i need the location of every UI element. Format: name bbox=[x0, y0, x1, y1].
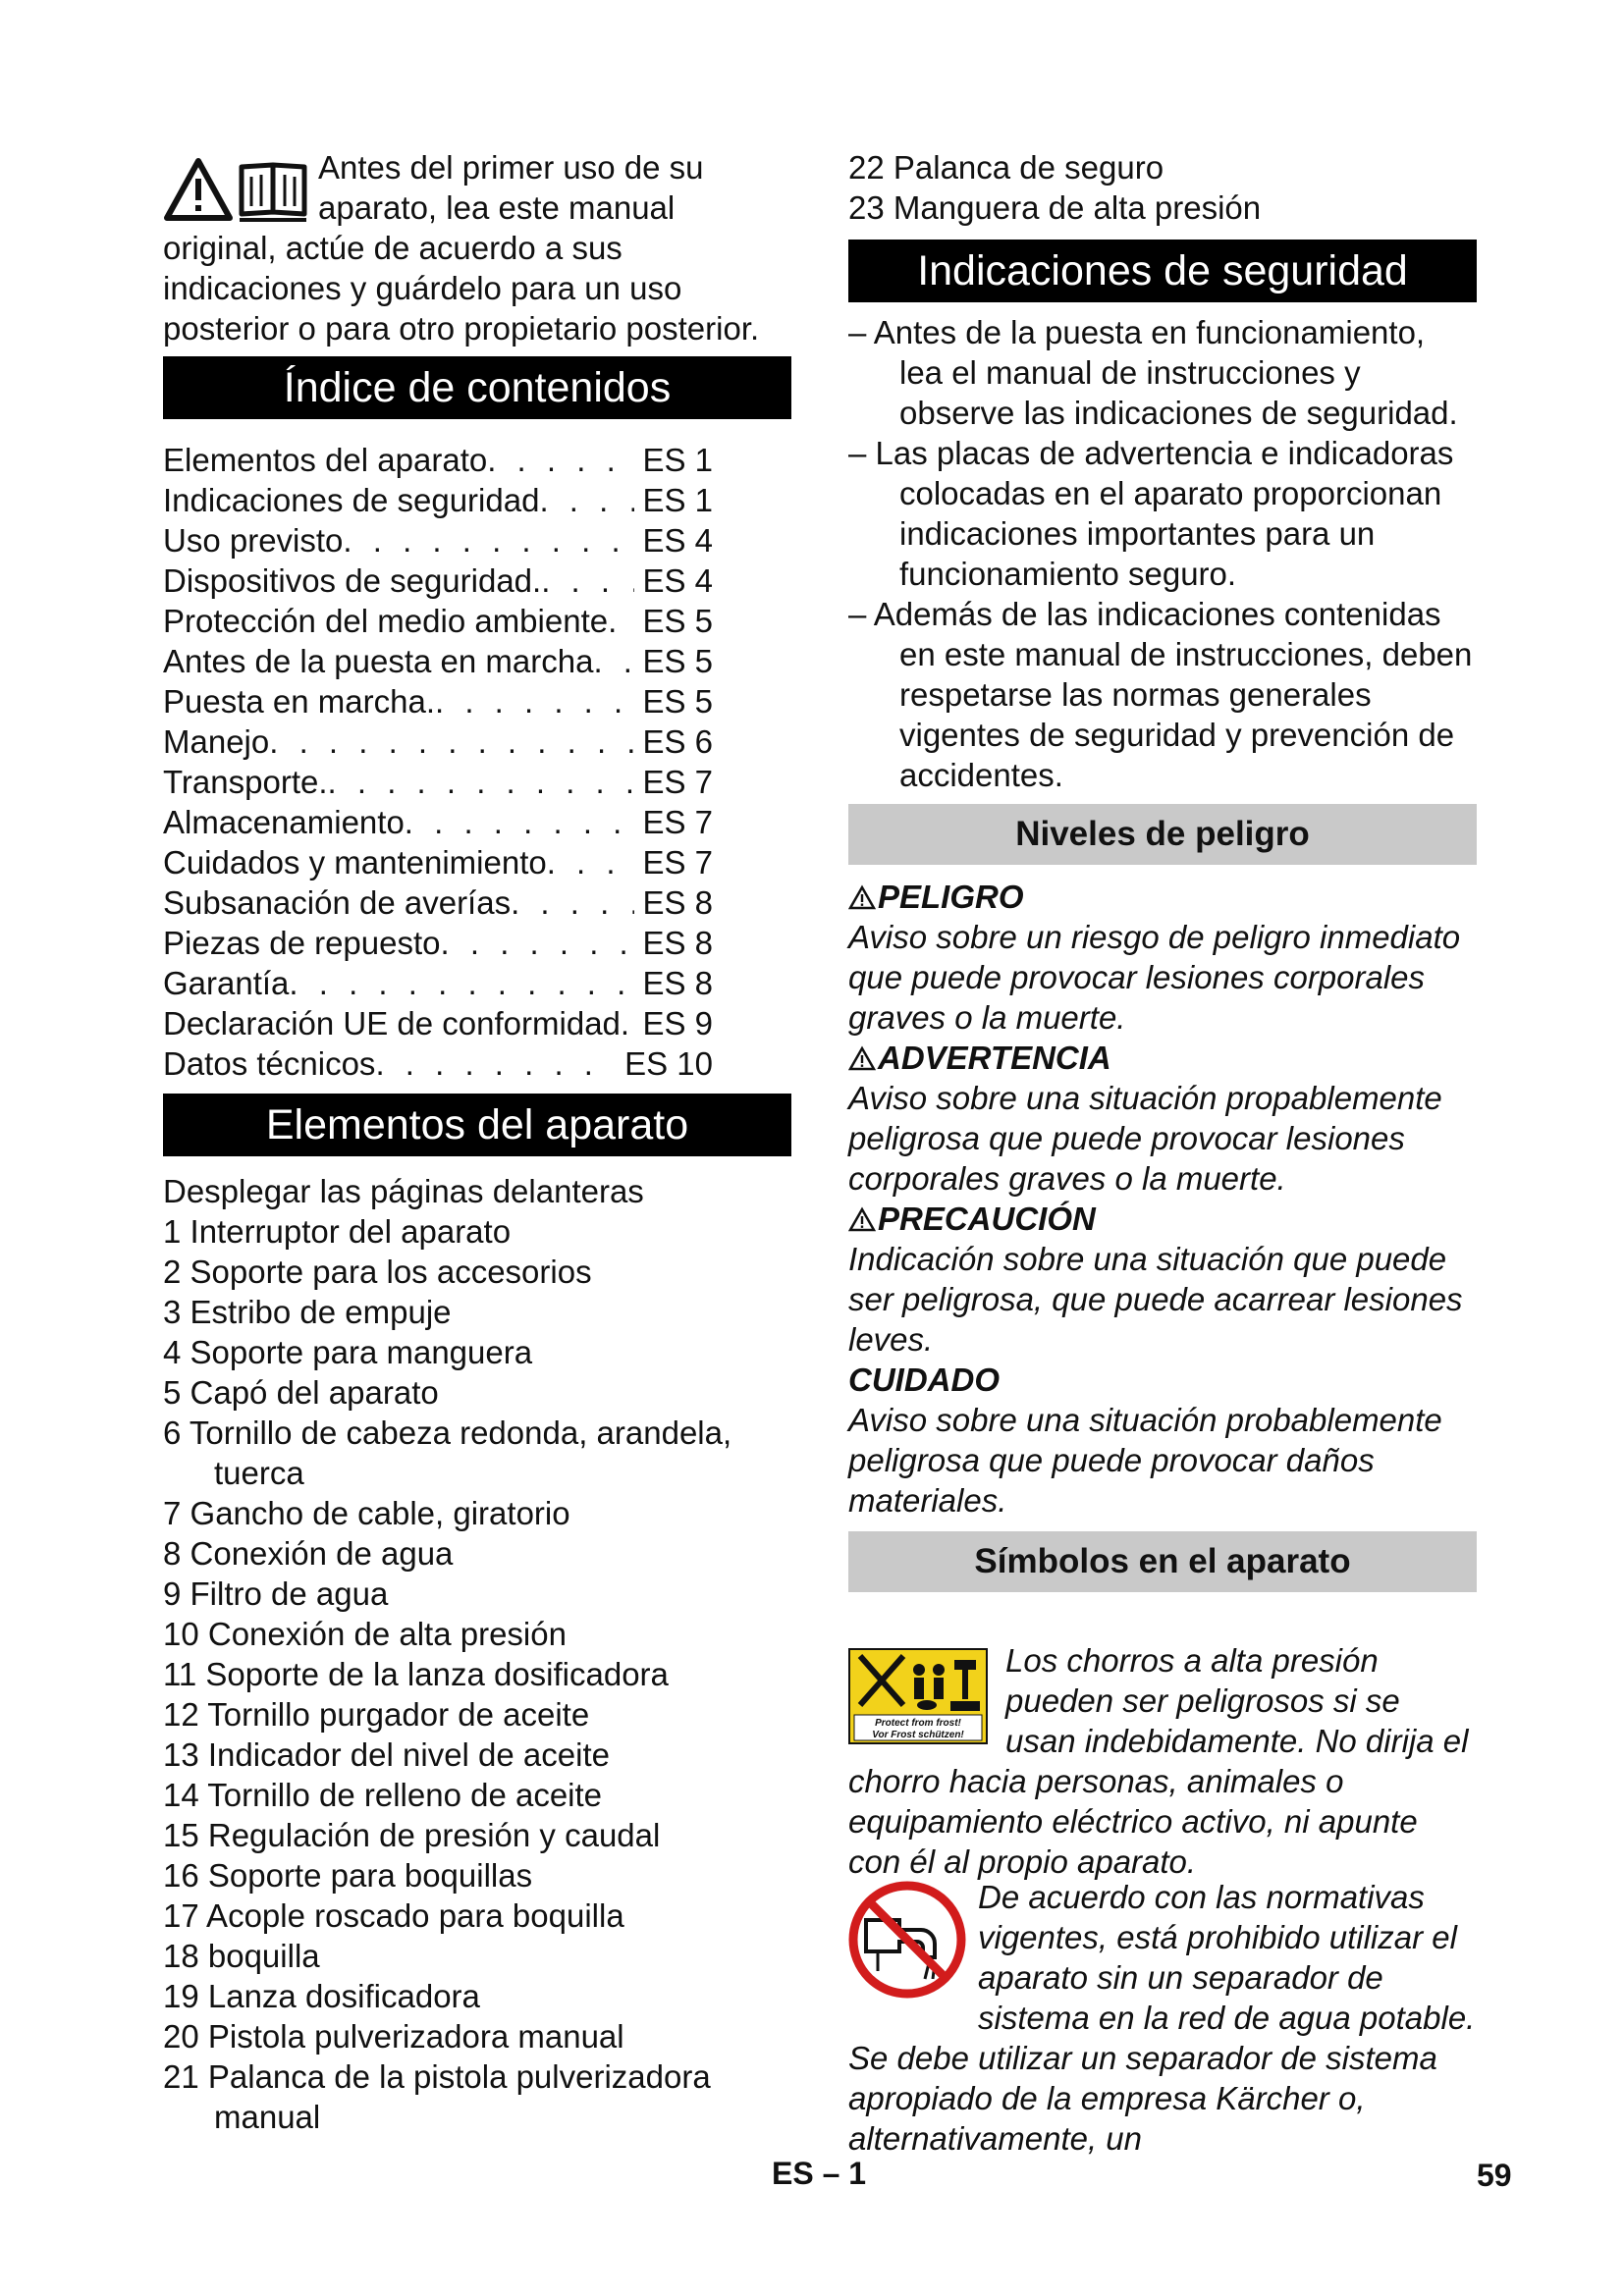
list-item: 20 Pistola pulverizadora manual bbox=[163, 2018, 624, 2055]
list-item: 7 Gancho de cable, giratorio bbox=[163, 1495, 570, 1531]
list-item: 3 Estribo de empuje bbox=[163, 1294, 452, 1330]
list-item: – Las placas de advertencia e indicadoras colocadas en el aparato proporcionan indicaciones importantes para un funcionamiento seguro. bbox=[848, 435, 1454, 592]
warning-triangle-icon bbox=[848, 1045, 876, 1071]
toc-item[interactable]: Piezas de repuesto . . . ES 8 bbox=[163, 923, 713, 963]
list-item: 10 Conexión de alta presión bbox=[163, 1616, 567, 1652]
list-item: 5 Capó del aparato bbox=[163, 1374, 439, 1411]
toc-item[interactable]: Subsanación de averías . . . ES 8 bbox=[163, 882, 713, 923]
list-item: 1 Interruptor del aparato bbox=[163, 1213, 512, 1250]
warning-triangle-icon bbox=[848, 884, 876, 910]
list-item: 13 Indicador del nivel de aceite bbox=[163, 1736, 610, 1773]
prohibited-tap-icon bbox=[848, 1881, 966, 1999]
toc-item[interactable]: Manejo . . . ES 6 bbox=[163, 721, 713, 762]
danger-levels bbox=[848, 877, 1477, 1521]
toc-item[interactable]: Elementos del aparato . . . ES 1 bbox=[163, 440, 713, 480]
list-item: 8 Conexión de agua bbox=[163, 1535, 454, 1572]
level-heading: PELIGRO bbox=[848, 877, 1477, 917]
list-item: 9 Filtro de agua bbox=[163, 1575, 389, 1612]
level-heading: CUIDADO bbox=[848, 1362, 1000, 1398]
toc-item[interactable]: Antes de la puesta en marcha . . . ES 5 bbox=[163, 641, 713, 681]
levels-heading: Niveles de peligro bbox=[848, 804, 1477, 865]
warning-manual-icon bbox=[163, 153, 310, 224]
list-item: 12 Tornillo purgador de aceite bbox=[163, 1696, 590, 1733]
list-item: – Antes de la puesta en funcionamiento, lea el manual de instrucciones y observe las indicaciones de seguridad. bbox=[848, 314, 1458, 431]
toc-item[interactable]: Puesta en marcha. . . . ES 5 bbox=[163, 681, 713, 721]
intro-text: Antes del primer uso de su aparato, lea este manual original, actúe de acuerdo a sus indicaciones y guárdelo para un uso posterior o para otro propietario posterior. bbox=[163, 149, 760, 347]
list-item: 11 Soporte de la lanza dosificadora bbox=[163, 1656, 669, 1692]
list-item: 23 Manguera de alta presión bbox=[848, 189, 1262, 226]
safety-heading: Indicaciones de seguridad bbox=[848, 240, 1477, 302]
list-item: – Además de las indicaciones contenidas en este manual de instrucciones, deben respetarse las normas generales vigentes de seguridad y prevención de accidentes. bbox=[848, 596, 1473, 793]
toc-item[interactable]: Garantía . . . ES 8 bbox=[163, 963, 713, 1003]
list-item: 22 Palanca de seguro bbox=[848, 149, 1164, 186]
footer-section: ES – 1 bbox=[772, 2156, 867, 2191]
list-item: 2 Soporte para los accesorios bbox=[163, 1254, 592, 1290]
list-item: 17 Acople roscado para boquilla bbox=[163, 1897, 624, 1934]
level-description: Aviso sobre un riesgo de peligro inmediato que puede provocar lesiones corporales graves o la muerte. bbox=[848, 919, 1461, 1036]
list-item: 14 Tornillo de relleno de aceite bbox=[163, 1777, 603, 1813]
toc-item[interactable]: Transporte. . . . ES 7 bbox=[163, 762, 713, 802]
level-description: Aviso sobre una situación probablemente peligrosa que puede provocar daños materiales. bbox=[848, 1402, 1442, 1519]
toc-item[interactable]: Almacenamiento . . . ES 7 bbox=[163, 802, 713, 842]
toc-item[interactable]: Datos técnicos . . . ES 10 bbox=[163, 1043, 713, 1084]
toc-list bbox=[163, 440, 713, 1084]
label-line-1: Protect from frost! bbox=[875, 1718, 961, 1729]
intro-paragraph bbox=[163, 147, 791, 348]
high-pressure-jet-warning-icon bbox=[848, 1648, 988, 1744]
toc-item[interactable]: Cuidados y mantenimiento . . . ES 7 bbox=[163, 842, 713, 882]
symbol-no-drinking-water bbox=[848, 1877, 1477, 2159]
list-item: 4 Soporte para manguera bbox=[163, 1334, 533, 1370]
elements-list bbox=[163, 1171, 791, 2137]
elements-list-continued bbox=[848, 147, 1477, 228]
list-item: 16 Soporte para boquillas bbox=[163, 1857, 533, 1894]
level-heading: ADVERTENCIA bbox=[848, 1038, 1477, 1078]
symbols-heading: Símbolos en el aparato bbox=[848, 1531, 1477, 1592]
list-item: 19 Lanza dosificadora bbox=[163, 1978, 480, 2014]
level-description: Indicación sobre una situación que puede ser peligrosa, que puede acarrear lesiones leves. bbox=[848, 1241, 1463, 1358]
list-item: 6 Tornillo de cabeza redonda, arandela, tuerca bbox=[163, 1415, 732, 1491]
list-item: 15 Regulación de presión y caudal bbox=[163, 1817, 661, 1853]
toc-item[interactable]: Uso previsto . . . ES 4 bbox=[163, 520, 713, 561]
level-description: Aviso sobre una situación propablemente peligrosa que puede provocar lesiones corporales graves o la muerte. bbox=[848, 1080, 1442, 1197]
footer-page-number: 59 bbox=[1477, 2158, 1512, 2193]
elements-heading: Elementos del aparato bbox=[163, 1094, 791, 1156]
safety-list bbox=[848, 312, 1477, 795]
symbol-high-pressure bbox=[848, 1640, 1477, 1882]
level-heading: PRECAUCIÓN bbox=[848, 1199, 1477, 1239]
warning-triangle-icon bbox=[848, 1206, 876, 1232]
label-line-2: Vor Frost schützen! bbox=[872, 1730, 964, 1740]
toc-item[interactable]: Declaración UE de conformidad . . . ES 9 bbox=[163, 1003, 713, 1043]
list-item: 18 boquilla bbox=[163, 1938, 320, 1974]
elements-intro: Desplegar las páginas delanteras bbox=[163, 1173, 644, 1209]
toc-item[interactable]: Indicaciones de seguridad . . . ES 1 bbox=[163, 480, 713, 520]
toc-heading: Índice de contenidos bbox=[163, 356, 791, 419]
toc-item[interactable]: Protección del medio ambiente . . . ES 5 bbox=[163, 601, 713, 641]
symbol-text: De acuerdo con las normativas vigentes, está prohibido utilizar el aparato sin un separador de sistema en la red de agua potable. Se debe utilizar un separador de sistema apropiado de la empresa Kärcher o, alternativamente, un bbox=[848, 1879, 1476, 2157]
list-item: 21 Palanca de la pistola pulverizadora manual bbox=[163, 2058, 711, 2135]
toc-item[interactable]: Dispositivos de seguridad. . . . ES 4 bbox=[163, 561, 713, 601]
symbol-text: Los chorros a alta presión pueden ser peligrosos si se usan indebidamente. No dirija el chorro hacia personas, animales o equipamiento eléctrico activo, ni apunte con él al propio aparato. bbox=[848, 1642, 1469, 1880]
